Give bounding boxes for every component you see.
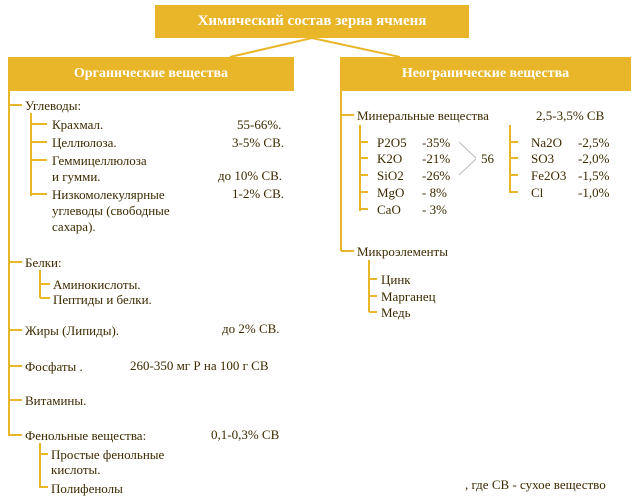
mineral-left-name: P2O5 bbox=[377, 135, 407, 150]
proteins-label: Белки: bbox=[25, 255, 62, 270]
minerals-value: 2,5-3,5% СВ bbox=[536, 108, 605, 123]
micro-item-manganese: Марганец bbox=[381, 289, 436, 304]
carb-item-starch: Крахмал. bbox=[52, 117, 104, 132]
phenolic-value: 0,1-0,3% СВ bbox=[211, 427, 280, 442]
carb-value-cellulose: 3-5% СВ. bbox=[232, 135, 284, 150]
micro-label: Микроэлементы bbox=[357, 244, 448, 259]
carb-item-hemicellulose-l1: Геммицеллюлоза bbox=[52, 153, 147, 168]
minerals-label: Минеральные вещества bbox=[357, 108, 489, 123]
carb-item-lowmol-l1: Низкомолекулярные bbox=[52, 187, 165, 202]
mineral-right-name: Fe2O3 bbox=[531, 168, 567, 183]
phenolic-item-polyphenols: Полифенолы bbox=[51, 481, 123, 496]
mineral-left-value: - 8% bbox=[422, 185, 447, 200]
micro-item-copper: Медь bbox=[381, 305, 411, 320]
mineral-left-value: -35% bbox=[422, 135, 451, 150]
phosphates-label: Фосфаты . bbox=[25, 359, 83, 374]
vitamins-label: Витамины. bbox=[25, 393, 87, 408]
carb-value-lowmol: 1-2% СВ. bbox=[232, 186, 284, 201]
mineral-left-value: - 3% bbox=[422, 202, 447, 217]
mineral-left-value: -21% bbox=[422, 151, 451, 166]
footnote: , где СВ - сухое вещество bbox=[465, 477, 606, 492]
mineral-left-name: SiO2 bbox=[377, 168, 404, 183]
mineral-right-name: SO3 bbox=[531, 151, 555, 166]
micro-item-zinc: Цинк bbox=[381, 272, 411, 287]
mineral-left-name: CaO bbox=[377, 202, 401, 217]
mineral-right-name: Na2O bbox=[531, 135, 563, 150]
carb-value-hemicellulose: до 10% СВ. bbox=[218, 168, 283, 183]
mineral-right-name: Cl bbox=[531, 185, 544, 200]
organic-header: Органические вещества bbox=[73, 66, 229, 81]
phenolic-item-simple-l1: Простые фенольные bbox=[51, 447, 165, 462]
phosphates-value: 260-350 мг Р на 100 г СВ bbox=[130, 358, 269, 373]
protein-item-aminoacids: Аминокислоты. bbox=[53, 277, 141, 292]
carbs-label: Углеводы: bbox=[25, 98, 82, 113]
fats-label: Жиры (Липиды). bbox=[25, 323, 120, 338]
mineral-left-name: K2O bbox=[377, 151, 403, 166]
mineral-right-value: -2,5% bbox=[578, 135, 610, 150]
mineral-right-value: -1,0% bbox=[578, 185, 610, 200]
inorganic-header: Неогранические вещества bbox=[401, 66, 570, 81]
carb-value-starch: 55-66%. bbox=[237, 117, 282, 132]
mineral-left-value: -26% bbox=[422, 168, 451, 183]
mineral-right-value: -1,5% bbox=[578, 168, 610, 183]
carb-item-hemicellulose-l2: и гумми. bbox=[52, 169, 101, 184]
mineral-left-name: MgO bbox=[377, 185, 405, 200]
diagram-title: Химический состав зерна ячменя bbox=[197, 13, 427, 29]
protein-item-peptides: Пептиды и белки. bbox=[53, 292, 152, 307]
carb-item-cellulose: Целлюлоза. bbox=[52, 135, 117, 150]
fats-value: до 2% СВ. bbox=[222, 321, 280, 336]
phenolic-label: Фенольные вещества: bbox=[25, 428, 147, 443]
carb-item-lowmol-l3: сахара). bbox=[52, 219, 96, 234]
carb-item-lowmol-l2: углеводы (свободные bbox=[52, 203, 170, 218]
mineral-right-value: -2,0% bbox=[578, 151, 610, 166]
phenolic-item-simple-l2: кислоты. bbox=[51, 462, 101, 477]
minerals-sum: 56 bbox=[481, 151, 494, 166]
